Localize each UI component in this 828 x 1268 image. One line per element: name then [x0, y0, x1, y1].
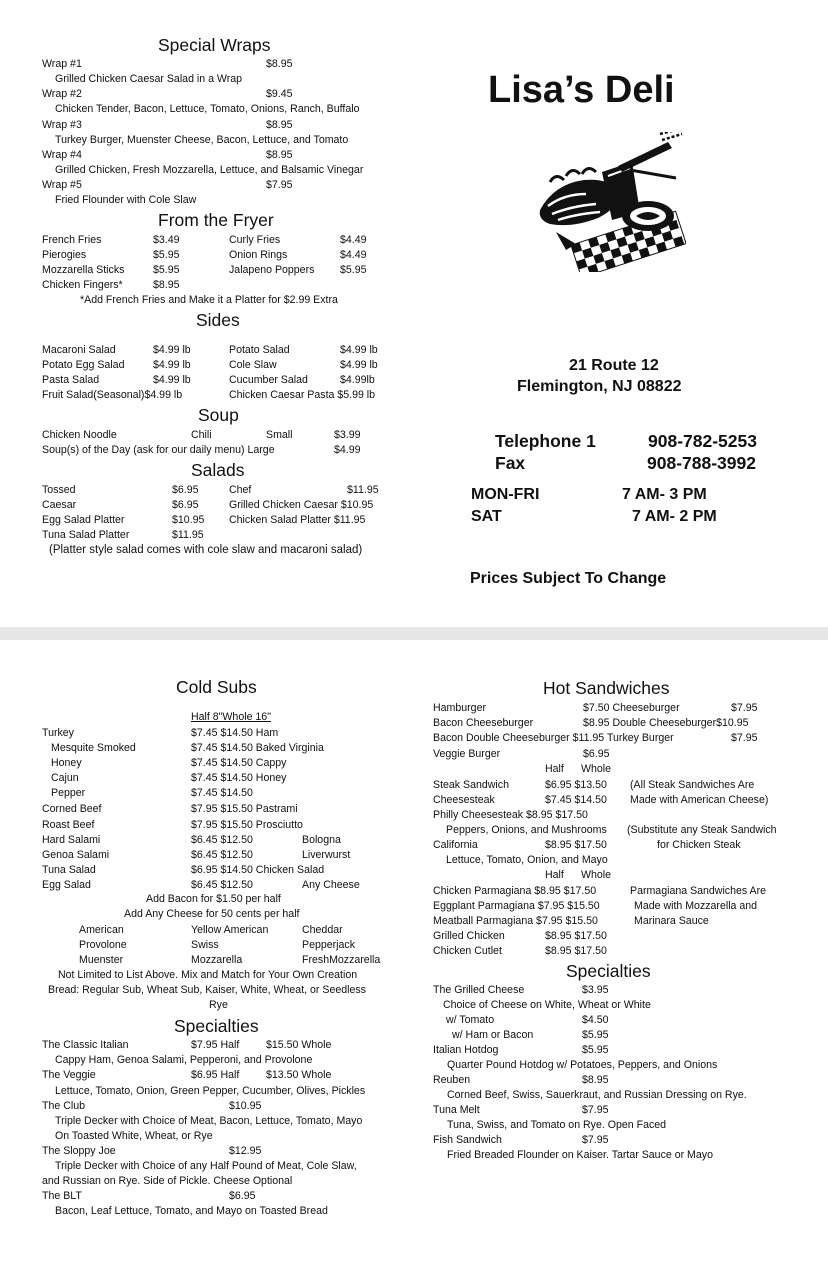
- hot-item: Bacon Double Cheeseburger $11.95 Turkey Burger: [433, 732, 674, 744]
- specialty-desc: Triple Decker with Choice of Meat, Bacon, Lettuce, Tomato, Mayo: [55, 1115, 363, 1127]
- cheese-option: Swiss: [191, 939, 219, 951]
- specialty-desc: Bacon, Leaf Lettuce, Tomato, and Mayo on Toasted Bread: [55, 1205, 328, 1217]
- fryer-item-price: $5.95: [340, 264, 367, 276]
- hot-item-price: $8.95 $17.50: [545, 839, 607, 851]
- hours-weekday-label: MON-FRI: [471, 486, 540, 503]
- telephone-label: Telephone 1: [495, 431, 596, 451]
- salad-name: Chicken Salad Platter $11.95: [229, 514, 366, 526]
- hot-specialty-name: Tuna Melt: [433, 1104, 480, 1116]
- salad-name: Egg Salad Platter: [42, 514, 125, 526]
- wrap-5-name: Wrap #5: [42, 179, 82, 191]
- cold-sub-name: Egg Salad: [42, 879, 91, 891]
- menu-page-2: [0, 640, 828, 1268]
- hot-item-price: $6.95 $13.50: [545, 779, 607, 791]
- specialty-price: $10.95: [229, 1100, 262, 1112]
- hot-item: Veggie Burger: [433, 748, 501, 760]
- soup-price: $3.99: [334, 429, 361, 441]
- hot-desc: Lettuce, Tomato, Onion, and Mayo: [446, 854, 608, 866]
- wrap-2-price: $9.45: [266, 88, 293, 100]
- salad-price: $11.95: [172, 529, 204, 541]
- size-header: Whole: [581, 869, 612, 881]
- size-header: Half: [545, 869, 564, 881]
- deli-name: Lisa’s Deli: [488, 69, 675, 111]
- specialty-desc: Cappy Ham, Genoa Salami, Pepperoni, and Provolone: [55, 1054, 313, 1066]
- wrap-3-desc: Turkey Burger, Muenster Cheese, Bacon, Lettuce, and Tomato: [55, 134, 349, 146]
- hot-item: Grilled Chicken: [433, 930, 505, 942]
- bacon-note: Add Bacon for $1.50 per half: [146, 893, 281, 905]
- sandwich-logo-icon: [536, 132, 686, 272]
- cold-specialties-heading: Specialties: [174, 1016, 259, 1036]
- salad-name: Tuna Salad Platter: [42, 529, 130, 541]
- salad-name: Tossed: [42, 484, 76, 496]
- fryer-item-name: French Fries: [42, 234, 102, 246]
- cheese-option: Pepperjack: [302, 939, 355, 951]
- sides-heading: Sides: [196, 310, 240, 330]
- specialty-name: The Veggie: [42, 1069, 96, 1081]
- fryer-item-name: Jalapeno Poppers: [229, 264, 315, 276]
- wrap-2-desc: Chicken Tender, Bacon, Lettuce, Tomato, Onions, Ranch, Buffalo: [55, 103, 360, 115]
- side-name: Potato Salad: [229, 344, 290, 356]
- cold-sub-price: $6.45 $12.50: [191, 849, 253, 861]
- soup-price: $4.99: [334, 444, 361, 456]
- cold-sub-price: $7.45 $14.50 Baked Virginia: [191, 742, 324, 754]
- hours-saturday: 7 AM- 2 PM: [632, 508, 717, 525]
- hot-item: Meatball Parmagiana $7.95 $15.50: [433, 915, 598, 927]
- cold-sub-price: $7.45 $14.50 Cappy: [191, 757, 287, 769]
- specialty-price: $6.95: [229, 1190, 256, 1202]
- salad-price: $11.95: [347, 484, 379, 496]
- specialty-desc: On Toasted White, Wheat, or Rye: [55, 1130, 213, 1142]
- mix-note: Not Limited to List Above. Mix and Match for Your Own Creation: [58, 969, 358, 981]
- hot-specialty-name: Reuben: [433, 1074, 471, 1086]
- hot-note: Made with American Cheese): [630, 794, 769, 806]
- side-name: Chicken Caesar Pasta $5.99 lb: [229, 389, 376, 401]
- side-name: Cucumber Salad: [229, 374, 308, 386]
- specialty-name: The Sloppy Joe: [42, 1145, 116, 1157]
- cold-sub-name: Any Cheese: [302, 879, 360, 891]
- hot-note: (All Steak Sandwiches Are: [630, 779, 755, 791]
- hot-item-price: $8.95 $17.50: [545, 930, 607, 942]
- fax-number: 908-788-3992: [647, 453, 756, 473]
- cold-sub-price: $7.45 $14.50: [191, 787, 253, 799]
- hot-item-price: $7.95: [731, 702, 758, 714]
- hot-item: Steak Sandwich: [433, 779, 509, 791]
- soup-size: Small: [266, 429, 293, 441]
- hot-specialty-price: $4.50: [582, 1014, 609, 1026]
- hot-specialty-desc: Fried Breaded Flounder on Kaiser. Tartar Sauce or Mayo: [447, 1149, 713, 1161]
- cold-subs-size-header: Half 8"Whole 16": [191, 711, 271, 723]
- wrap-4-name: Wrap #4: [42, 149, 82, 161]
- cold-sub-name: Pepper: [51, 787, 86, 799]
- specialty-price: $7.95 Half: [191, 1039, 240, 1051]
- size-header: Half: [545, 763, 564, 775]
- fryer-item-price: $8.95: [153, 279, 180, 291]
- cold-sub-price: $6.95 $14.50 Chicken Salad: [191, 864, 325, 876]
- specialty-name: The BLT: [42, 1190, 82, 1202]
- specialty-desc: Lettuce, Tomato, Onion, Green Pepper, Cucumber, Olives, Pickles: [55, 1085, 366, 1097]
- soup-item: Chicken Noodle: [42, 429, 117, 441]
- telephone-number: 908-782-5253: [648, 431, 757, 451]
- cold-sub-price: $6.45 $12.50: [191, 879, 253, 891]
- hot-specialty-name: w/ Tomato: [446, 1014, 495, 1026]
- hot-item: Philly Cheesesteak $8.95 $17.50: [433, 809, 588, 821]
- hot-specialty-price: $7.95: [582, 1134, 609, 1146]
- cheese-option: Yellow American: [191, 924, 269, 936]
- hours-saturday-label: SAT: [471, 508, 502, 525]
- hot-desc: Peppers, Onions, and Mushrooms: [446, 824, 607, 836]
- wrap-1-name: Wrap #1: [42, 58, 82, 70]
- fryer-item-name: Pierogies: [42, 249, 87, 261]
- specialty-name: The Classic Italian: [42, 1039, 129, 1051]
- side-price: $4.99 lb: [153, 359, 191, 371]
- cold-sub-name: Genoa Salami: [42, 849, 110, 861]
- hot-item: Bacon Cheeseburger: [433, 717, 534, 729]
- fryer-heading: From the Fryer: [158, 210, 274, 230]
- salad-price: $6.95: [172, 499, 199, 511]
- address-line-2: Flemington, NJ 08822: [517, 378, 682, 395]
- specialty-desc: and Russian on Rye. Side of Pickle. Cheese Optional: [42, 1175, 293, 1187]
- address-line-1: 21 Route 12: [569, 357, 659, 374]
- wrap-5-desc: Fried Flounder with Cole Slaw: [55, 194, 197, 206]
- salads-heading: Salads: [191, 460, 245, 480]
- salad-price: $10.95: [172, 514, 205, 526]
- salad-name: Chef: [229, 484, 252, 496]
- hot-item: Hamburger: [433, 702, 486, 714]
- side-price: $4.99lb: [340, 374, 375, 386]
- wrap-3-price: $8.95: [266, 119, 293, 131]
- side-price: $4.99 lb: [153, 374, 191, 386]
- hot-item: Cheesesteak: [433, 794, 495, 806]
- side-name: Fruit Salad(Seasonal)$4.99 lb: [42, 389, 183, 401]
- soup-item: Chili: [191, 429, 212, 441]
- cold-sub-name: Corned Beef: [42, 803, 102, 815]
- wrap-5-price: $7.95: [266, 179, 293, 191]
- fryer-item-name: Chicken Fingers*: [42, 279, 123, 291]
- salad-note: (Platter style salad comes with cole slaw and macaroni salad): [49, 544, 363, 556]
- cheese-option: American: [79, 924, 124, 936]
- hot-specialty-price: $5.95: [582, 1044, 609, 1056]
- hot-item-price: $7.45 $14.50: [545, 794, 607, 806]
- side-price: $4.99 lb: [153, 344, 191, 356]
- hot-note: Made with Mozzarella and: [634, 900, 758, 912]
- specialty-desc: Triple Decker with Choice of any Half Pound of Meat, Cole Slaw,: [55, 1160, 357, 1172]
- hot-specialty-desc: Tuna, Swiss, and Tomato on Rye. Open Faced: [447, 1119, 667, 1131]
- wrap-1-desc: Grilled Chicken Caesar Salad in a Wrap: [55, 73, 243, 85]
- bread-note: Rye: [209, 999, 228, 1011]
- hot-note: (Substitute any Steak Sandwich: [627, 824, 777, 836]
- cold-sub-name: Liverwurst: [302, 849, 351, 861]
- cold-sub-name: Bologna: [302, 834, 341, 846]
- side-name: Pasta Salad: [42, 374, 100, 386]
- hot-specialty-price: $5.95: [582, 1029, 609, 1041]
- hot-specialty-desc: Corned Beef, Swiss, Sauerkraut, and Russian Dressing on Rye.: [447, 1089, 747, 1101]
- hot-item-price: $7.50 Cheeseburger: [583, 702, 680, 714]
- fryer-item-price: $4.49: [340, 234, 367, 246]
- hot-item-price: $7.95: [731, 732, 758, 744]
- soup-item: Soup(s) of the Day (ask for our daily menu) Large: [42, 444, 275, 456]
- cold-sub-name: Honey: [51, 757, 82, 769]
- hot-specialty-price: $7.95: [582, 1104, 609, 1116]
- fryer-item-price: $5.95: [153, 264, 180, 276]
- hot-note: Marinara Sauce: [634, 915, 709, 927]
- cheese-option: Mozzarella: [191, 954, 243, 966]
- fryer-note: *Add French Fries and Make it a Platter for $2.99 Extra: [80, 294, 338, 306]
- cold-sub-price: $7.45 $14.50 Honey: [191, 772, 287, 784]
- side-price: $4.99 lb: [340, 359, 378, 371]
- hot-specialty-name: w/ Ham or Bacon: [452, 1029, 534, 1041]
- hot-item: California: [433, 839, 478, 851]
- cold-sub-name: Mesquite Smoked: [51, 742, 136, 754]
- hot-item: Chicken Cutlet: [433, 945, 502, 957]
- hot-specialty-desc: Choice of Cheese on White, Wheat or White: [443, 999, 651, 1011]
- price-notice: Prices Subject To Change: [470, 570, 667, 587]
- side-name: Potato Egg Salad: [42, 359, 125, 371]
- cold-sub-price: $7.95 $15.50 Prosciutto: [191, 819, 303, 831]
- cheese-option: FreshMozzarella: [302, 954, 381, 966]
- specialty-price: $13.50 Whole: [266, 1069, 332, 1081]
- fryer-item-price: $3.49: [153, 234, 180, 246]
- wrap-2-name: Wrap #2: [42, 88, 82, 100]
- menu-page-1: [0, 0, 828, 627]
- fryer-item-name: Mozzarella Sticks: [42, 264, 125, 276]
- fax-label: Fax: [495, 453, 526, 473]
- salad-price: $6.95: [172, 484, 199, 496]
- specialty-name: The Club: [42, 1100, 85, 1112]
- cold-sub-name: Tuna Salad: [42, 864, 96, 876]
- cold-sub-price: $6.45 $12.50: [191, 834, 253, 846]
- hot-note: Parmagiana Sandwiches Are: [630, 885, 767, 897]
- specialty-price: $6.95 Half: [191, 1069, 240, 1081]
- hot-item: Eggplant Parmagiana $7.95 $15.50: [433, 900, 600, 912]
- cold-subs-heading: Cold Subs: [176, 677, 257, 697]
- cold-sub-price: $7.95 $15.50 Pastrami: [191, 803, 298, 815]
- cheese-note: Add Any Cheese for 50 cents per half: [124, 908, 300, 920]
- side-name: Macaroni Salad: [42, 344, 116, 356]
- specialty-price: $15.50 Whole: [266, 1039, 332, 1051]
- hot-specialty-desc: Quarter Pound Hotdog w/ Potatoes, Peppers, and Onions: [447, 1059, 718, 1071]
- cold-sub-name: Cajun: [51, 772, 79, 784]
- salad-name: Grilled Chicken Caesar $10.95: [229, 499, 374, 511]
- salad-name: Caesar: [42, 499, 77, 511]
- cold-sub-name: Turkey: [42, 727, 74, 739]
- side-name: Cole Slaw: [229, 359, 277, 371]
- hours-weekday: 7 AM- 3 PM: [622, 486, 707, 503]
- fryer-item-price: $5.95: [153, 249, 180, 261]
- hot-item-price: $8.95 $17.50: [545, 945, 607, 957]
- hot-specialty-name: Italian Hotdog: [433, 1044, 499, 1056]
- hot-item: Chicken Parmagiana $8.95 $17.50: [433, 885, 597, 897]
- fryer-item-name: Curly Fries: [229, 234, 281, 246]
- hot-specialty-name: The Grilled Cheese: [433, 984, 525, 996]
- wrap-3-name: Wrap #3: [42, 119, 82, 131]
- cold-sub-price: $7.45 $14.50 Ham: [191, 727, 279, 739]
- hot-sandwiches-heading: Hot Sandwiches: [543, 678, 670, 698]
- fryer-item-price: $4.49: [340, 249, 367, 261]
- fryer-item-name: Onion Rings: [229, 249, 288, 261]
- wraps-heading: Special Wraps: [158, 35, 271, 55]
- cold-sub-name: Roast Beef: [42, 819, 95, 831]
- hot-specialty-price: $8.95: [582, 1074, 609, 1086]
- bread-note: Bread: Regular Sub, Wheat Sub, Kaiser, White, Wheat, or Seedless: [48, 984, 366, 996]
- wrap-4-price: $8.95: [266, 149, 293, 161]
- wrap-4-desc: Grilled Chicken, Fresh Mozzarella, Lettuce, and Balsamic Vinegar: [55, 164, 364, 176]
- hot-item-price: $8.95 Double Cheeseburger$10.95: [583, 717, 749, 729]
- cheese-option: Muenster: [79, 954, 124, 966]
- wrap-1-price: $8.95: [266, 58, 293, 70]
- hot-specialty-name: Fish Sandwich: [433, 1134, 502, 1146]
- soup-heading: Soup: [198, 405, 239, 425]
- cheese-option: Provolone: [79, 939, 127, 951]
- cold-sub-name: Hard Salami: [42, 834, 101, 846]
- size-header: Whole: [581, 763, 612, 775]
- cheese-option: Cheddar: [302, 924, 343, 936]
- side-price: $4.99 lb: [340, 344, 378, 356]
- specialty-price: $12.95: [229, 1145, 262, 1157]
- hot-note: for Chicken Steak: [657, 839, 741, 851]
- hot-item-price: $6.95: [583, 748, 610, 760]
- hot-specialty-price: $3.95: [582, 984, 609, 996]
- hot-specialties-heading: Specialties: [566, 961, 651, 981]
